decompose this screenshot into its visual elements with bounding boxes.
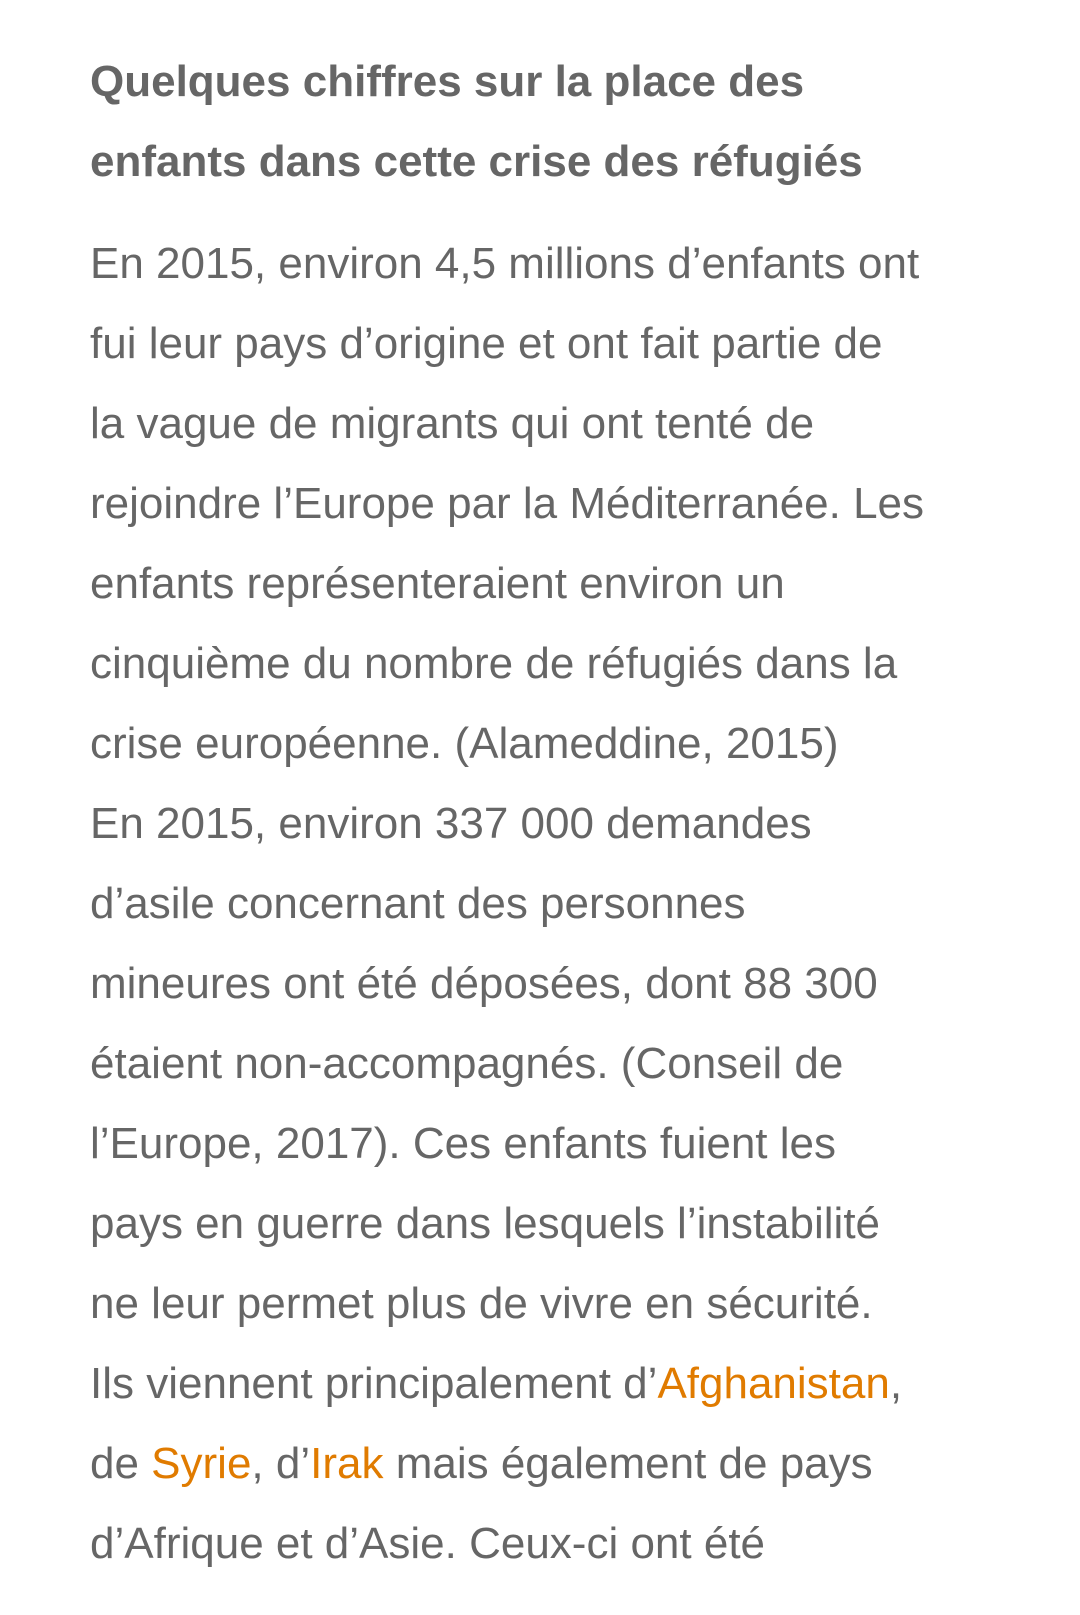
afghanistan-link[interactable]: Afghanistan	[657, 1359, 890, 1408]
irak-link[interactable]: Irak	[310, 1439, 384, 1488]
paragraph-line: la vague de migrants qui ont tenté de	[90, 399, 815, 448]
heading-line: enfants dans cette crise des réfugiés	[90, 137, 863, 186]
text-segment: de	[90, 1439, 152, 1488]
text-segment: Ils viennent principalement d’	[90, 1359, 658, 1408]
paragraph-line: rejoindre l’Europe par la Méditerranée. Les	[90, 479, 925, 528]
paragraph-line: d’Afrique et d’Asie. Ceux-ci ont été	[90, 1519, 766, 1568]
paragraph-line: En 2015, environ 4,5 millions d’enfants ont	[90, 239, 920, 288]
paragraph-line: étaient non-accompagnés. (Conseil de	[90, 1039, 844, 1088]
article-content	[90, 42, 990, 1584]
heading-line: Quelques chiffres sur la place des	[90, 57, 805, 106]
paragraph-line: enfants représenteraient environ un	[90, 559, 785, 608]
paragraph-line: l’Europe, 2017). Ces enfants fuient les	[90, 1119, 837, 1168]
paragraph-line: En 2015, environ 337 000 demandes	[90, 799, 812, 848]
paragraph-line: pays en guerre dans lesquels l’instabilité	[90, 1199, 881, 1248]
paragraph-line: d’asile concernant des personnes	[90, 879, 746, 928]
paragraph-line: mineures ont été déposées, dont 88 300	[90, 959, 878, 1008]
paragraph-line: cinquième du nombre de réfugiés dans la	[90, 639, 898, 688]
paragraph-line-countries	[90, 1424, 990, 1504]
syrie-link[interactable]: Syrie	[151, 1439, 252, 1488]
section-heading	[90, 42, 990, 202]
paragraph-line: ne leur permet plus de vivre en sécurité.	[90, 1279, 873, 1328]
text-segment: , d’	[251, 1439, 311, 1488]
text-segment: ,	[889, 1359, 903, 1408]
paragraph-line: fui leur pays d’origine et ont fait partie de	[90, 319, 883, 368]
paragraph-line: crise européenne. (Alameddine, 2015)	[90, 719, 839, 768]
paragraph-line-countries	[90, 1344, 990, 1424]
article-paragraph	[90, 224, 990, 1584]
text-segment: mais également de pays	[383, 1439, 873, 1488]
